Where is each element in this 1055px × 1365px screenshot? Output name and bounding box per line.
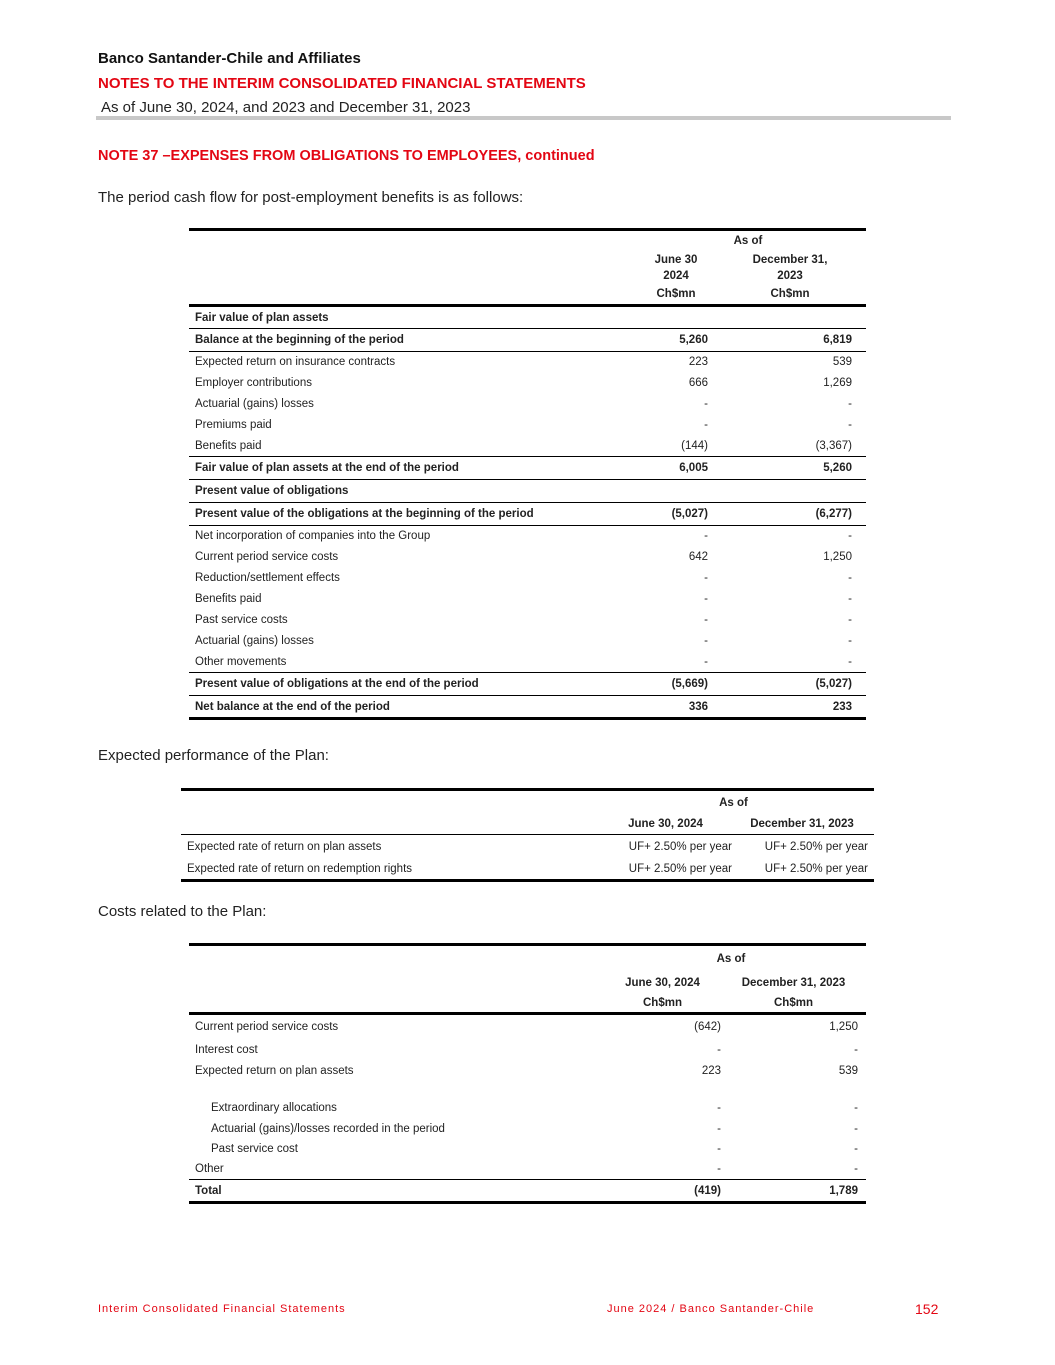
row-label: Reduction/settlement effects: [195, 572, 340, 584]
row-value-2023: [722, 480, 866, 503]
costs-col1-unit: Ch$mn: [643, 996, 682, 1009]
table-row: [189, 329, 866, 352]
table-row: [189, 480, 866, 503]
row-value-2024: -: [717, 1143, 721, 1155]
table-row: [189, 1139, 866, 1160]
row-value-2023: 5,260: [823, 462, 852, 474]
row-label: Actuarial (gains) losses: [195, 635, 314, 647]
row-value-2024: (5,669): [671, 678, 708, 690]
row-value-2023: 1,250: [823, 551, 852, 563]
table-row: [189, 568, 866, 589]
row-value-2024: -: [704, 398, 708, 410]
row-label: Present value of obligations at the end of the period: [195, 678, 479, 690]
table-row: [189, 1160, 866, 1180]
row-value-2023: -: [848, 530, 852, 543]
row-value-2023: 1,269: [823, 377, 852, 389]
footer-period: June 2024 / Banco Santander-Chile: [607, 1303, 815, 1315]
row-value-2023: -: [854, 1163, 858, 1176]
table-row: [189, 547, 866, 568]
table-row: [189, 1180, 866, 1203]
report-date: As of June 30, 2024, and 2023 and December 31, 2023: [101, 99, 471, 116]
row-value-2024: (642): [694, 1021, 721, 1034]
row-value-2024: -: [717, 1102, 721, 1114]
row-value-2024: -: [717, 1163, 721, 1176]
row-value-2024: -: [704, 572, 708, 584]
row-value-2024: 666: [688, 377, 708, 389]
row-value-2023: -: [848, 635, 852, 647]
performance-col1: June 30, 2024: [628, 818, 703, 831]
row-label: Expected return on insurance contracts: [195, 356, 396, 369]
table-row: [189, 652, 866, 673]
row-value-2024: 336: [688, 700, 708, 713]
row-label: Interest cost: [195, 1044, 258, 1056]
table-row: [189, 1061, 866, 1082]
cashflow-col1-unit: Ch$mn: [656, 287, 696, 300]
costs-table: [189, 943, 866, 1204]
table-row: [181, 859, 874, 881]
table-row: [189, 352, 866, 373]
cashflow-table: [189, 228, 866, 720]
row-value-2024: (144): [681, 439, 708, 452]
row-label: Fair value of plan assets at the end of the period: [195, 462, 459, 474]
row-label: Current period service costs: [195, 1021, 339, 1034]
cashflow-col1-line1: June 30: [654, 253, 698, 266]
row-label: Other: [195, 1163, 224, 1176]
company-name: Banco Santander-Chile and Affiliates: [98, 50, 361, 67]
row-value-2024: (419): [694, 1184, 721, 1197]
row-value-2024: 642: [688, 551, 708, 563]
row-label: Other movements: [195, 655, 287, 668]
table-row: [189, 503, 866, 526]
row-value-2024: 6,005: [679, 462, 708, 474]
row-label: Balance at the beginning of the period: [195, 334, 404, 346]
row-value-2024: UF+ 2.50% per year: [628, 840, 732, 853]
table-row: [189, 394, 866, 415]
row-value-2023: -: [848, 572, 852, 584]
row-value-2024: (5,027): [671, 508, 708, 520]
row-value-2023: -: [848, 614, 852, 626]
table-row: [189, 306, 866, 329]
row-value-2023: (6,277): [815, 508, 852, 520]
row-value-2023: -: [848, 419, 852, 431]
table-row: [189, 631, 866, 652]
performance-col2: December 31, 2023: [750, 818, 854, 831]
costs-as-of: As of: [716, 952, 746, 965]
row-value-2024: [638, 480, 722, 503]
row-label: Expected rate of return on redemption rights: [187, 862, 413, 875]
table-row: [189, 673, 866, 696]
row-label: Extraordinary allocations: [211, 1102, 337, 1114]
row-label: Net balance at the end of the period: [195, 700, 390, 713]
cashflow-col1-line2: 2024: [663, 269, 689, 282]
row-value-2023: (5,027): [815, 678, 852, 690]
row-value-2024: -: [717, 1044, 721, 1056]
row-value-2024: -: [704, 655, 708, 668]
row-value-2024: UF+ 2.50% per year: [628, 862, 732, 875]
cashflow-col2-line2: 2023: [777, 269, 803, 282]
costs-col2: December 31, 2023: [741, 976, 846, 989]
row-value-2023: 539: [838, 1065, 858, 1077]
table-row: [189, 1119, 866, 1139]
notes-title: NOTES TO THE INTERIM CONSOLIDATED FINANCIAL STATEMENTS: [98, 75, 586, 92]
table-row: [189, 1040, 866, 1061]
row-label: Total: [195, 1184, 222, 1197]
row-value-2023: -: [854, 1044, 858, 1056]
row-label: Net incorporation of companies into the Group: [195, 530, 431, 543]
row-label: Premiums paid: [195, 419, 272, 431]
row-value-2023: -: [848, 593, 852, 605]
row-label: Actuarial (gains)/losses recorded in the period: [211, 1122, 445, 1135]
performance-intro: Expected performance of the Plan:: [98, 747, 329, 764]
row-value-2024: -: [704, 635, 708, 647]
row-label: Fair value of plan assets: [195, 311, 329, 324]
row-value-2023: 233: [832, 700, 852, 713]
row-label: Employer contributions: [195, 377, 312, 389]
row-label: Expected return on plan assets: [195, 1065, 354, 1077]
row-value-2024: [638, 306, 722, 329]
row-label: Current period service costs: [195, 551, 339, 563]
table-row: [181, 835, 874, 859]
row-value-2023: 1,250: [829, 1021, 858, 1034]
row-label: Benefits paid: [195, 439, 262, 452]
table-row: [189, 589, 866, 610]
cashflow-col2-unit: Ch$mn: [770, 287, 810, 300]
note-heading: NOTE 37 –EXPENSES FROM OBLIGATIONS TO EMPLOYEES, continued: [98, 148, 595, 164]
row-value-2023: -: [848, 398, 852, 410]
table-row: [189, 696, 866, 719]
page-number: 152: [915, 1301, 939, 1317]
row-label: Actuarial (gains) losses: [195, 398, 314, 410]
cashflow-as-of: As of: [733, 235, 763, 248]
performance-table: [181, 788, 874, 882]
table-row: [189, 436, 866, 457]
row-value-2023: -: [854, 1122, 858, 1135]
row-value-2023: UF+ 2.50% per year: [764, 862, 868, 875]
table-row: [189, 457, 866, 480]
cashflow-col2-line1: December 31,: [752, 253, 828, 266]
cashflow-intro: The period cash flow for post-employment benefits is as follows:: [98, 189, 524, 206]
row-value-2023: 6,819: [823, 334, 852, 346]
performance-as-of: As of: [719, 796, 748, 809]
row-value-2023: 539: [832, 356, 852, 369]
row-value-2023: -: [854, 1143, 858, 1155]
row-value-2023: UF+ 2.50% per year: [764, 840, 868, 853]
table-row: [189, 526, 866, 547]
row-value-2023: (3,367): [815, 439, 852, 452]
table-row: [189, 1014, 866, 1040]
footer-document-name: Interim Consolidated Financial Statements: [98, 1303, 346, 1315]
row-value-2024: 5,260: [679, 334, 708, 346]
row-label: Present value of obligations: [195, 485, 349, 497]
table-row: [189, 415, 866, 436]
row-value-2024: -: [704, 419, 708, 431]
row-value-2024: 223: [688, 356, 708, 369]
row-value-2024: -: [704, 614, 708, 626]
row-value-2023: [722, 306, 866, 329]
row-value-2023: -: [848, 655, 852, 668]
row-label: Past service cost: [211, 1143, 298, 1155]
row-value-2023: 1,789: [829, 1184, 858, 1197]
costs-intro: Costs related to the Plan:: [98, 903, 267, 920]
row-value-2024: -: [704, 530, 708, 543]
header-divider: [96, 116, 951, 120]
costs-col1: June 30, 2024: [625, 976, 700, 989]
row-label: Expected rate of return on plan assets: [187, 840, 382, 853]
table-row: [189, 373, 866, 394]
costs-col2-unit: Ch$mn: [774, 996, 813, 1009]
table-row: [189, 1098, 866, 1119]
row-value-2024: 223: [701, 1065, 721, 1077]
table-row: [189, 610, 866, 631]
row-value-2023: -: [854, 1102, 858, 1114]
row-label: Benefits paid: [195, 593, 262, 605]
row-label: Present value of the obligations at the beginning of the period: [195, 508, 534, 520]
row-label: Past service costs: [195, 614, 288, 626]
row-value-2024: -: [704, 593, 708, 605]
row-value-2024: -: [717, 1122, 721, 1135]
